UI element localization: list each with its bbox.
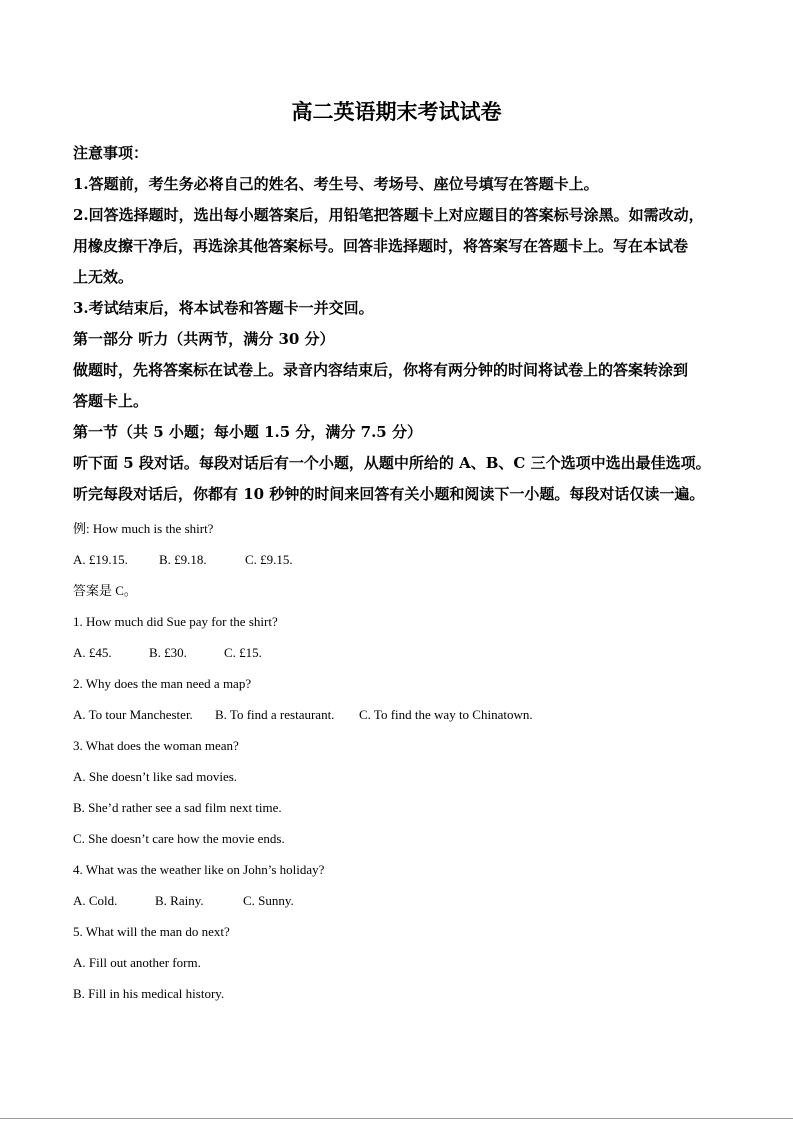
question-3-option-a: A. She doesn’t like sad movies. bbox=[73, 769, 238, 784]
question-1: 1. How much did Sue pay for the shirt? bbox=[73, 614, 278, 629]
question-3-option-c: C. She doesn’t care how the movie ends. bbox=[73, 831, 285, 846]
question-2-option-c: C. To find the way to Chinatown. bbox=[359, 707, 533, 722]
notice-item-2-line-3: 上无效。 bbox=[73, 268, 134, 286]
notice-item-1: 1.答题前，考生务必将自己的姓名、考生号、考场号、座位号填写在答题卡上。 bbox=[73, 175, 599, 193]
part1-heading: 第一部分 听力（共两节，满分 30 分） bbox=[73, 330, 335, 348]
question-5: 5. What will the man do next? bbox=[73, 924, 230, 939]
question-4-option-c: C. Sunny. bbox=[243, 893, 294, 908]
question-2-option-a: A. To tour Manchester. bbox=[73, 707, 193, 722]
question-2: 2. Why does the man need a map? bbox=[73, 676, 252, 691]
example-option-a: A. £19.15. bbox=[73, 552, 128, 567]
questions-section bbox=[73, 513, 725, 1009]
example-option-b: B. £9.18. bbox=[159, 552, 207, 567]
question-3-option-b: B. She’d rather see a sad film next time. bbox=[73, 800, 282, 815]
notice-section bbox=[73, 138, 725, 510]
section1-instruction-line-1: 听下面 5 段对话。每段对话后有一个小题，从题中所给的 A、B、C 三个选项中选出最佳选项。 bbox=[73, 454, 711, 472]
question-2-options bbox=[73, 699, 725, 730]
question-5-option-b: B. Fill in his medical history. bbox=[73, 986, 225, 1001]
exam-title: 高二英语期末考试试卷 bbox=[291, 99, 502, 124]
question-4: 4. What was the weather like on John’s holiday? bbox=[73, 862, 325, 877]
question-5-option-a: A. Fill out another form. bbox=[73, 955, 201, 970]
part1-instruction-line-2: 答题卡上。 bbox=[73, 392, 149, 410]
question-2-option-b: B. To find a restaurant. bbox=[215, 707, 335, 722]
example-option-c: C. £9.15. bbox=[245, 552, 293, 567]
notice-item-2-line-2: 用橡皮擦干净后，再选涂其他答案标号。回答非选择题时，将答案写在答题卡上。写在本试卷 bbox=[73, 237, 689, 255]
question-4-options bbox=[73, 885, 725, 916]
section1-instruction-line-2: 听完每段对话后，你都有 10 秒钟的时间来回答有关小题和阅读下一小题。每段对话仅读一遍。 bbox=[73, 485, 705, 503]
part1-instruction-line-1: 做题时，先将答案标在试卷上。录音内容结束后，你将有两分钟的时间将试卷上的答案转涂到 bbox=[73, 361, 689, 379]
question-1-option-b: B. £30. bbox=[149, 645, 187, 660]
example-options bbox=[73, 544, 725, 575]
question-1-options bbox=[73, 637, 725, 668]
question-3: 3. What does the woman mean? bbox=[73, 738, 239, 753]
question-1-option-a: A. £45. bbox=[73, 645, 112, 660]
section1-heading: 第一节（共 5 小题；每小题 1.5 分，满分 7.5 分） bbox=[73, 423, 422, 441]
notice-heading: 注意事项： bbox=[73, 144, 149, 162]
notice-item-3: 3.考试结束后，将本试卷和答题卡一并交回。 bbox=[73, 299, 374, 317]
example-question: 例: How much is the shirt? bbox=[73, 521, 214, 536]
question-1-option-c: C. £15. bbox=[224, 645, 262, 660]
question-4-option-a: A. Cold. bbox=[73, 893, 118, 908]
page-bottom-rule bbox=[0, 1118, 793, 1119]
example-answer: 答案是 C。 bbox=[73, 583, 137, 598]
question-4-option-b: B. Rainy. bbox=[155, 893, 204, 908]
notice-item-2-line-1: 2.回答选择题时，选出每小题答案后，用铅笔把答题卡上对应题目的答案标号涂黑。如需改动， bbox=[73, 206, 704, 224]
